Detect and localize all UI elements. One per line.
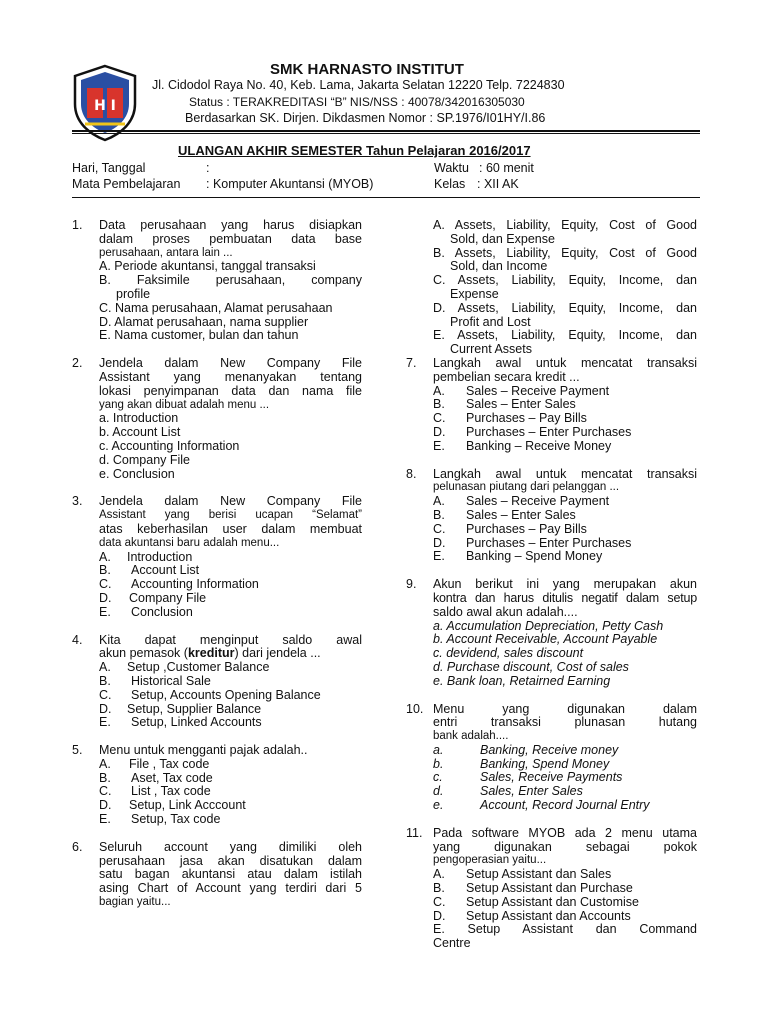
option: A. Setup Assistant dan Sales xyxy=(433,867,612,882)
option: D. Purchases – Enter Purchases xyxy=(433,535,632,550)
time-label: Waktu xyxy=(434,161,469,175)
option: A. Assets, Liability, Equity, Cost of Good xyxy=(433,218,697,232)
time-value: : 60 menit xyxy=(479,161,534,175)
questions-left-column xyxy=(72,219,362,924)
school-name: SMK HARNASTO INSTITUT xyxy=(270,61,464,78)
option: D. Company File xyxy=(99,590,207,605)
question-2: 2. Jendela dalam New Company File Assistant yang menanyakan tentang lokasi penyimpanan data dan nama file yang akan dibuat adalah menu ... a. Introduction b. Account List c. Accounting Information d. Company File e. Conclusion xyxy=(72,356,362,481)
option: E. Banking – Spend Money xyxy=(433,549,603,564)
option: e. Conclusion xyxy=(99,466,175,481)
option: b. Banking, Spend Money xyxy=(433,756,610,771)
question-6: 6. Seluruh account yang dimiliki oleh perusahaan jasa akan disatukan dalam satu bagan akuntansi atau dalam istilah asing Chart of Account yang terdiri dari 5 bagian yaitu... xyxy=(72,839,362,909)
option: A. Introduction xyxy=(99,549,193,564)
option: a. Accumulation Depreciation, Petty Cash xyxy=(433,618,664,633)
option: D. Setup, Supplier Balance xyxy=(99,701,262,716)
option: C. List , Tax code xyxy=(99,784,211,799)
option: A. Periode akuntansi, tanggal transaksi xyxy=(99,259,316,274)
subject-value: : Komputer Akuntansi (MYOB) xyxy=(206,177,374,191)
question-5: 5. Menu untuk mengganti pajak adalah.. A. File , Tax code B. Aset, Tax code C. List , Tax code D. Setup, Link Acccount E. Setup, Tax code xyxy=(72,744,362,827)
school-decree: Berdasarkan SK. Dirjen. Dikdasmen Nomor : SP.1976/I01HY/I.86 xyxy=(185,111,546,125)
school-status: Status : TERAKREDITASI “B” NIS/NSS : 40078/342016305030 xyxy=(189,95,525,109)
header-divider-thin xyxy=(72,133,700,134)
question-9: 9. Akun berikut ini yang merupakan akun kontra dan harus ditulis negatif dalam setup saldo awal akun adalah.... a. Accumulation Depreciation, Petty Cash b. Account Receivable, Account Payable c. devidend, sales discount d. Purchase discount, Cost of sales e. Bank loan, Retairned Earning xyxy=(406,577,697,688)
option: B. Faksimile perusahaan, company xyxy=(99,273,362,288)
option: b. Account List xyxy=(99,425,181,440)
option: A. Setup ,Customer Balance xyxy=(99,660,270,675)
option: C. Accounting Information xyxy=(99,577,259,592)
exam-title: ULANGAN AKHIR SEMESTER Tahun Pelajaran 2016/2017 xyxy=(178,143,531,158)
question-10: 10. Menu yang digunakan dalam entri transaksi plunasan hutang bank adalah.... a. Banking, Receive money b. Banking, Spend Money c. Sales, Receive Payments d. Sales, Enter Sales e. Account, Record Journal Entry xyxy=(406,701,697,813)
option: A. Sales – Receive Payment xyxy=(433,494,610,509)
question-8: 8. Langkah awal untuk mencatat transaksi pelunasan piutang dari pelanggan ... A. Sales – Receive Payment B. Sales – Enter Sales C. Purchases – Pay Bills D. Purchases – Enter Purchases E. Banking – Spend Money xyxy=(406,466,697,564)
option: a. Banking, Receive money xyxy=(433,742,619,757)
option: B. Historical Sale xyxy=(99,673,211,688)
question-11: 11. Pada software MYOB ada 2 menu utama yang digunakan sebagai pokok pengoperasian yaitu... A. Setup Assistant dan Sales B. Setup Assistant dan Purchase C. Setup Assistant dan Customise D. Setup Assistant dan Accounts E. Setup Assistant dan Command Centre xyxy=(406,825,697,951)
class-value: : XII AK xyxy=(477,177,519,191)
option: E. Setup Assistant dan Command xyxy=(433,922,697,937)
option: c. devidend, sales discount xyxy=(433,646,584,661)
option: B. Account List xyxy=(99,563,200,578)
option: E. Nama customer, bulan dan tahun xyxy=(99,328,299,343)
option: e. Account, Record Journal Entry xyxy=(433,798,650,813)
option: C. Purchases – Pay Bills xyxy=(433,521,587,536)
question-3: 3. Jendela dalam New Company File Assistant yang berisi ucapan “Selamat” atas keberhasilan user dalam membuat data akuntansi baru adalah menu... A. Introduction B. Account List C. Accounting Information D. Company File E. Conclusion xyxy=(72,494,362,619)
option: c. Accounting Information xyxy=(99,438,240,453)
option: E. Setup, Tax code xyxy=(99,812,221,827)
option: B. Assets, Liability, Equity, Cost of Good xyxy=(433,245,697,260)
question-4: 4. Kita dapat menginput saldo awal akun pemasok (kreditur) dari jendela ... A. Setup ,Customer Balance B. Historical Sale C. Setup, Accounts Opening Balance D. Setup, Supplier Balance E. Setup, Linked Accounts xyxy=(72,632,362,730)
option: D. Assets, Liability, Equity, Income, dan xyxy=(433,300,697,315)
option: d. Sales, Enter Sales xyxy=(433,784,583,799)
header-divider xyxy=(72,130,700,132)
option: B. Aset, Tax code xyxy=(99,770,213,785)
option: E. Banking – Receive Money xyxy=(433,438,612,453)
option: D. Setup Assistant dan Accounts xyxy=(433,908,631,923)
info-divider xyxy=(72,197,700,198)
option: D. Alamat perusahaan, nama supplier xyxy=(99,314,309,329)
option: d. Purchase discount, Cost of sales xyxy=(433,659,629,674)
option: C. Setup, Accounts Opening Balance xyxy=(99,687,321,702)
option: b. Account Receivable, Account Payable xyxy=(433,632,658,647)
option: A. File , Tax code xyxy=(99,756,210,771)
option: a. Introduction xyxy=(99,411,179,426)
option: e. Bank loan, Retairned Earning xyxy=(433,673,611,688)
option: B. Sales – Enter Sales xyxy=(433,507,576,522)
option: c. Sales, Receive Payments xyxy=(433,770,623,785)
option: d. Company File xyxy=(99,452,191,467)
option: D. Purchases – Enter Purchases xyxy=(433,424,632,439)
question-6-options: A. Assets, Liability, Equity, Cost of Good Sold, dan Expense B. Assets, Liability, Equity, Cost of Good Sold, dan Income C. Assets, Liability, Equity, Income, dan Expense D. Assets, Liability, Equity, Income, dan Profit and Lost E. Assets, Liability, Equity, Income, dan Current Assets xyxy=(433,218,697,357)
option: E. Assets, Liability, Equity, Income, dan xyxy=(433,328,697,343)
option: D. Setup, Link Acccount xyxy=(99,798,246,813)
subject-label: Mata Pembelajaran xyxy=(72,177,181,191)
option: E. Setup, Linked Accounts xyxy=(99,715,262,730)
option: C. Purchases – Pay Bills xyxy=(433,411,587,426)
option: B. Sales – Enter Sales xyxy=(433,397,576,412)
class-label: Kelas xyxy=(434,177,466,191)
option: C. Assets, Liability, Equity, Income, dan xyxy=(433,273,697,288)
question-7: 7. Langkah awal untuk mencatat transaksi pembelian secara kredit ... A. Sales – Receive Payment B. Sales – Enter Sales C. Purchases – Pay Bills D. Purchases – Enter Purchases E. Banking – Receive Money xyxy=(406,355,697,453)
logo-letters: H I xyxy=(94,98,116,114)
school-address: Jl. Cidodol Raya No. 40, Keb. Lama, Jakarta Selatan 12220 Telp. 7224830 xyxy=(152,78,565,92)
option: B. Setup Assistant dan Purchase xyxy=(433,881,633,896)
day-label: Hari, Tanggal xyxy=(72,161,146,175)
questions-right-column xyxy=(406,219,697,965)
day-value: : xyxy=(206,161,210,175)
question-1: 1. Data perusahaan yang harus disiapkan dalam proses pembuatan data base perusahaan, antara lain ... A. Periode akuntansi, tanggal transaksi B. Faksimile perusahaan, company profile C. Nama perusahaan, Alamat perusahaan D. Alamat perusahaan, nama supplier E. Nama customer, bulan dan tahun xyxy=(72,218,362,343)
option: A. Sales – Receive Payment xyxy=(433,383,610,398)
option: E. Conclusion xyxy=(99,604,193,619)
option: C. Nama perusahaan, Alamat perusahaan xyxy=(99,300,333,315)
option: C. Setup Assistant dan Customise xyxy=(433,894,640,909)
